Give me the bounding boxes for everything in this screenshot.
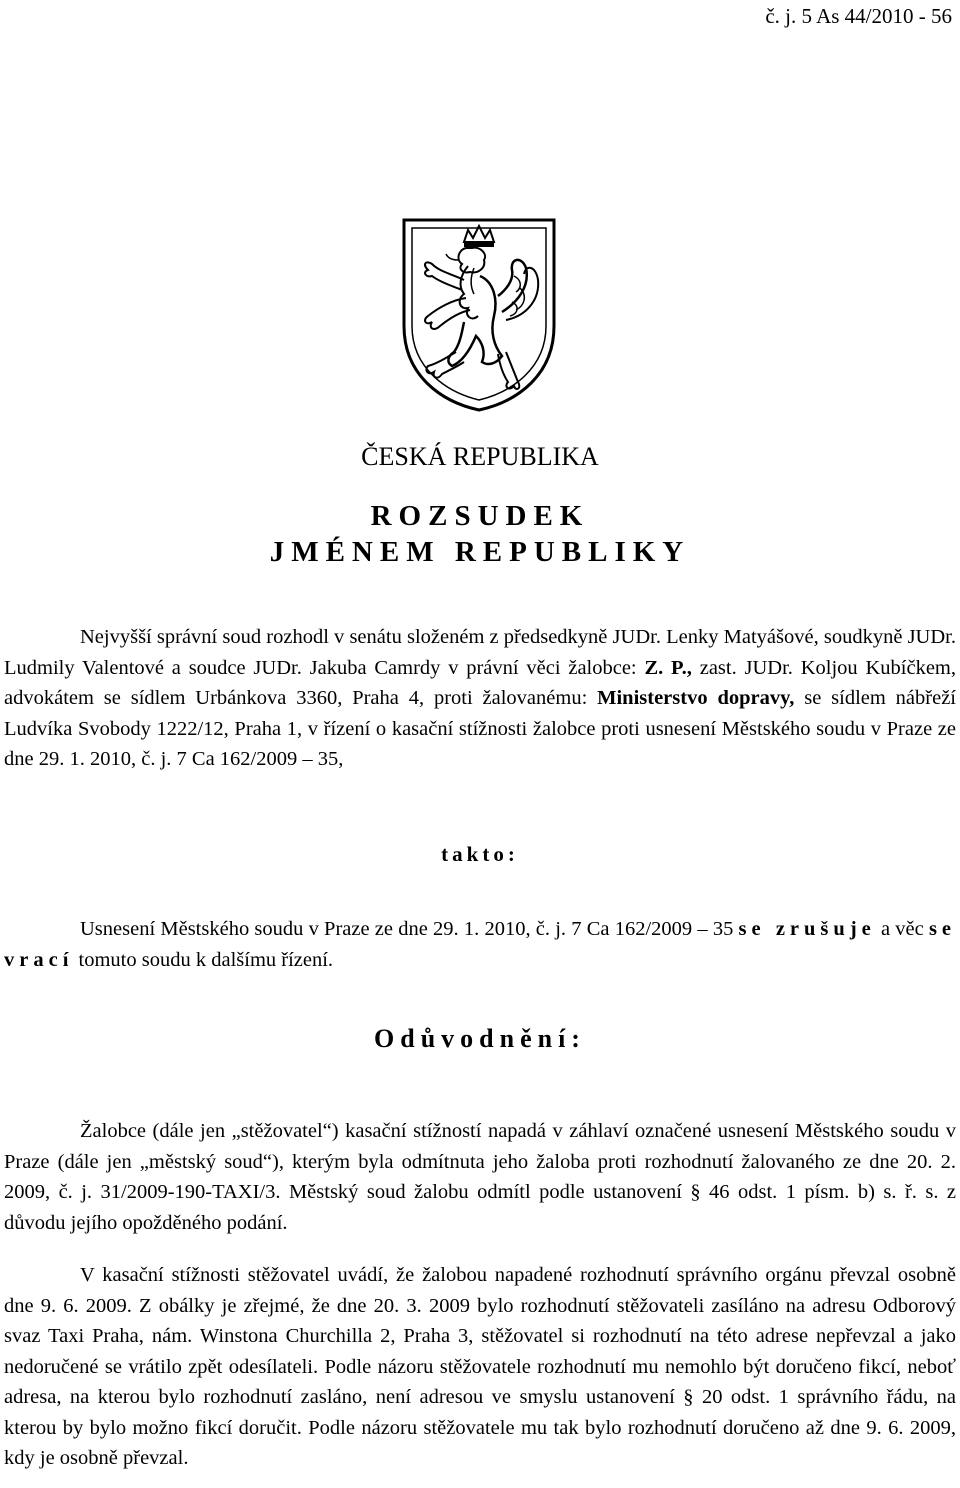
judgment-title: ROZSUDEK (370, 500, 590, 532)
reasoning-paragraph-1: Žalobce (dále jen „stěžovatel“) kasační stížností napadá v záhlaví označené usnesení Městského soudu v Praze (dále jen „městský soud“), kterým byla odmítnuta jeho žaloba proti rozhodnutí žalovaného ze dne 20. 2. 2009, č. j. 31/2009-190-TAXI/3. Městský soud žalobu odmítl podle ustanovení § 46 odst. 1 písm. b) s. ř. s. z důvodu jejího opožděného podání. (4, 1120, 956, 1234)
intro-text-mid: zast. JUDr. Koljou Kubíčkem, advokátem se sídlem Urbánkova 3360, Praha 4, proti žalovanému: (4, 656, 956, 709)
verdict-paragraph (4, 914, 956, 975)
verdict-return: se vrací (4, 918, 957, 971)
reasoning-heading: Odůvodnění: (374, 1024, 586, 1053)
country-label: ČESKÁ REPUBLIKA (361, 442, 599, 471)
reasoning-paragraph-2: V kasační stížnosti stěžovatel uvádí, že žalobou napadené rozhodnutí správního orgánu převzal osobně dne 9. 6. 2009. Z obálky je zřejmé, že dne 20. 3. 2009 bylo rozhodnutí stěžovateli zasíláno na adresu Odborový svaz Taxi Praha, nám. Winstona Churchilla 2, Praha 3, stěžovatel si rozhodnutí na této adrese nepřevzal a jako nedoručené se vrátilo zpět odesílateli. Podle názoru stěžovatele rozhodnutí mu nemohlo být doručeno fikcí, neboť adresa, na kterou bylo rozhodnutí zasláno, není adresou ve smyslu ustanovení § 20 odst. 1 správního řádu, na kterou by bylo možno fikcí doručit. Podle názoru stěžovatele mu tak bylo rozhodnutí doručeno až dne 9. 6. 2009, kdy je osobně převzal. (4, 1264, 956, 1469)
verdict-text-mid: a věc (875, 918, 929, 940)
country-name (0, 442, 960, 472)
intro-text-end: se sídlem nábřeží Ludvíka Svobody 1222/12, Praha 1, v řízení o kasační stížnosti žalobce proti usnesení Městského soudu v Praze ze dne 29. 1. 2010, č. j. 7 Ca 162/2009 – 35, (4, 687, 957, 770)
intro-text-start: Nejvyšší správní soud rozhodl v senátu složeném z předsedkyně JUDr. Lenky Matyášové, soudkyně JUDr. Ludmily Valentové a soudce JUDr. Jakuba Camrdy v právní věci žalobce: (4, 626, 956, 679)
verdict-heading: takto: (441, 842, 519, 866)
verdict-text-end: tomuto soudu k dalšímu řízení. (73, 948, 334, 971)
verdict-text-start: Usnesení Městského soudu v Praze ze dne 29. 1. 2010, č. j. 7 Ca 162/2009 – 35 (80, 918, 739, 940)
verdict-annul: se zrušuje (738, 918, 876, 940)
defendant-name: Ministerstvo dopravy, (597, 687, 795, 709)
case-number: č. j. 5 As 44/2010 - 56 (765, 4, 952, 28)
coat-of-arms-icon (398, 216, 560, 412)
intro-paragraph (4, 622, 956, 775)
judgment-subtitle: JMÉNEM REPUBLIKY (269, 536, 691, 568)
plaintiff-name: Z. P., (644, 656, 692, 679)
